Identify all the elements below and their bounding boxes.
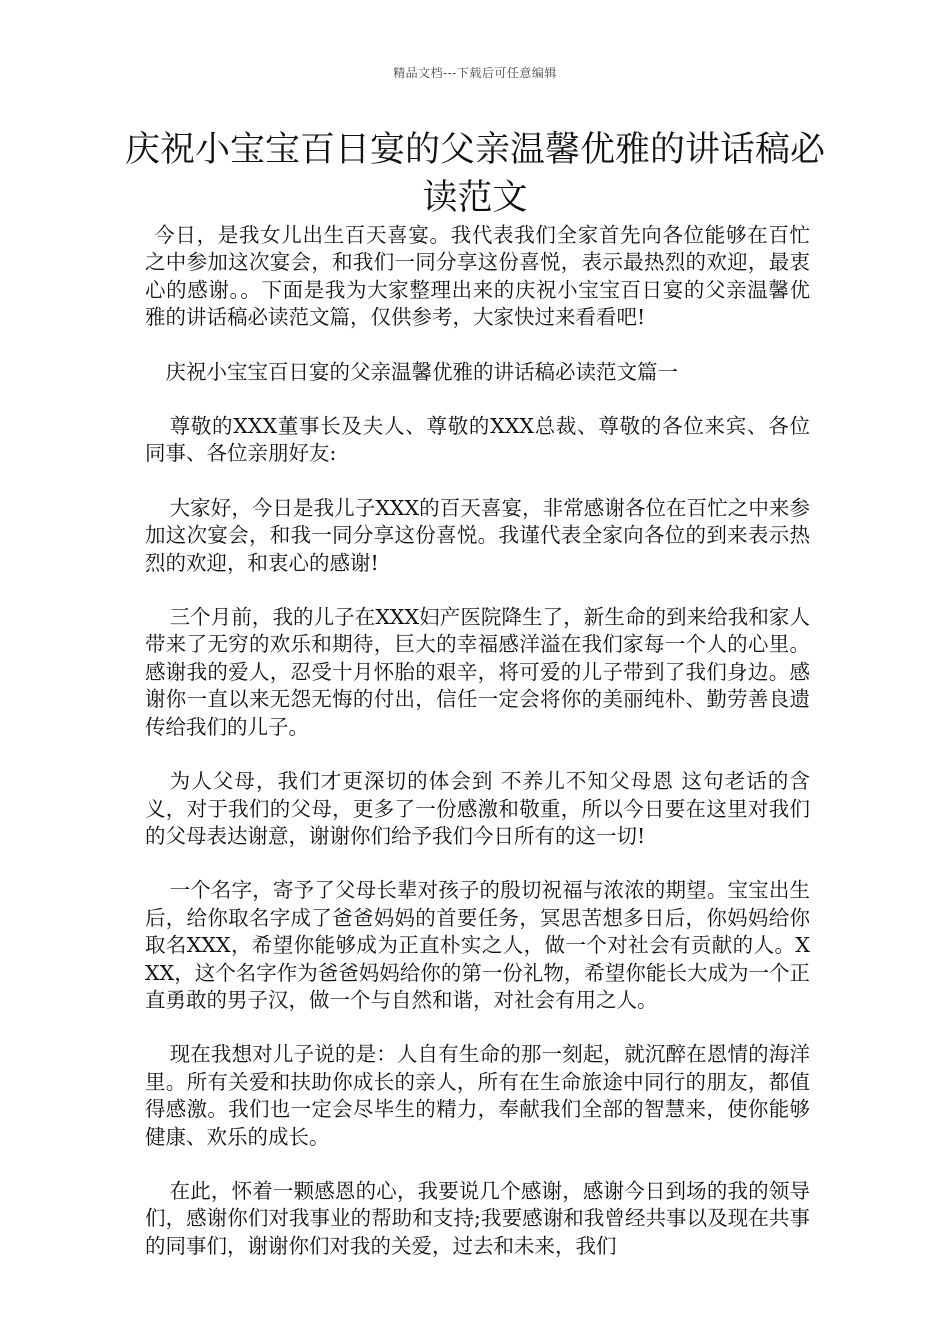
intro-paragraph: 今日，是我女儿出生百天喜宴。我代表我们全家首先向各位能够在百忙之中参加这次宴会，和我们一同分享这份喜悦，表示最热烈的欢迎，最衷心的感谢。。下面是我为大家整理出来的庆祝小宝宝百日宴的父亲温馨优雅的讲话稿必读范文篇，仅供参考，大家快过来看看吧! — [145, 223, 810, 330]
section-heading: 庆祝小宝宝百日宴的父亲温馨优雅的讲话稿必读范文篇一 — [165, 359, 678, 384]
body-paragraph: 在此，怀着一颗感恩的心，我要说几个感谢，感谢今日到场的我的领导们，感谢你们对我事业的帮助和支持;我要感谢和我曾经共事以及现在共事的同事们，谢谢你们对我的关爱，过去和未来，我们 — [145, 1178, 810, 1258]
body-paragraph: 为人父母，我们才更深切的体会到 不养儿不知父母恩 这句老话的含义，对于我们的父母，更多了一份感激和敬重，所以今日要在这里对我们的父母表达谢意，谢谢你们给予我们今日所有的这一切! — [145, 769, 810, 848]
body-paragraph: 大家好，今日是我儿子XXX的百天喜宴，非常感谢各位在百忙之中来参加这次宴会，和我一同分享这份喜悦。我谨代表全家向各位的到来表示热烈的欢迎，和衷心的感谢! — [145, 495, 810, 575]
document-title: 庆祝小宝宝百日宴的父亲温馨优雅的讲话稿必读范文 — [124, 130, 825, 218]
body-paragraph: 一个名字，寄予了父母长辈对孩子的殷切祝福与浓浓的期望。宝宝出生后，给你取名字成了爸爸妈妈的首要任务，冥思苦想多日后，你妈妈给你取名XXX，希望你能够成为正直朴实之人，做一个对社会有贡献的人。XXX，这个名字作为爸爸妈妈给你的第一份礼物，希望你能长大成为一个正直勇敢的男子汉，做一个与自然和谐，对社会有用之人。 — [145, 878, 810, 1012]
document-body — [145, 222, 810, 1287]
salutation-paragraph: 尊敬的XXX董事长及夫人、尊敬的XXX总裁、尊敬的各位来宾、各位同事、各位亲朋好友: — [145, 414, 810, 466]
body-paragraph: 三个月前，我的儿子在XXX妇产医院降生了，新生命的到来给我和家人带来了无穷的欢乐和期待，巨大的幸福感洋溢在我们家每一个人的心里。感谢我的爱人，忍受十月怀胎的艰辛，将可爱的儿子带到了我们身边。感谢你一直以来无怨无悔的付出，信任一定会将你的美丽纯朴、勤劳善良遗传给我们的儿子。 — [145, 605, 810, 739]
body-paragraph: 现在我想对儿子说的是：人自有生命的那一刻起，就沉醉在恩情的海洋里。所有关爱和扶助你成长的亲人，所有在生命旅途中同行的朋友，都值得感激。我们也一定会尽毕生的精力，奉献我们全部的智慧来，使你能够健康、欢乐的成长。 — [145, 1042, 810, 1149]
header-note: 精品文档---下载后可任意编辑 — [393, 66, 557, 80]
